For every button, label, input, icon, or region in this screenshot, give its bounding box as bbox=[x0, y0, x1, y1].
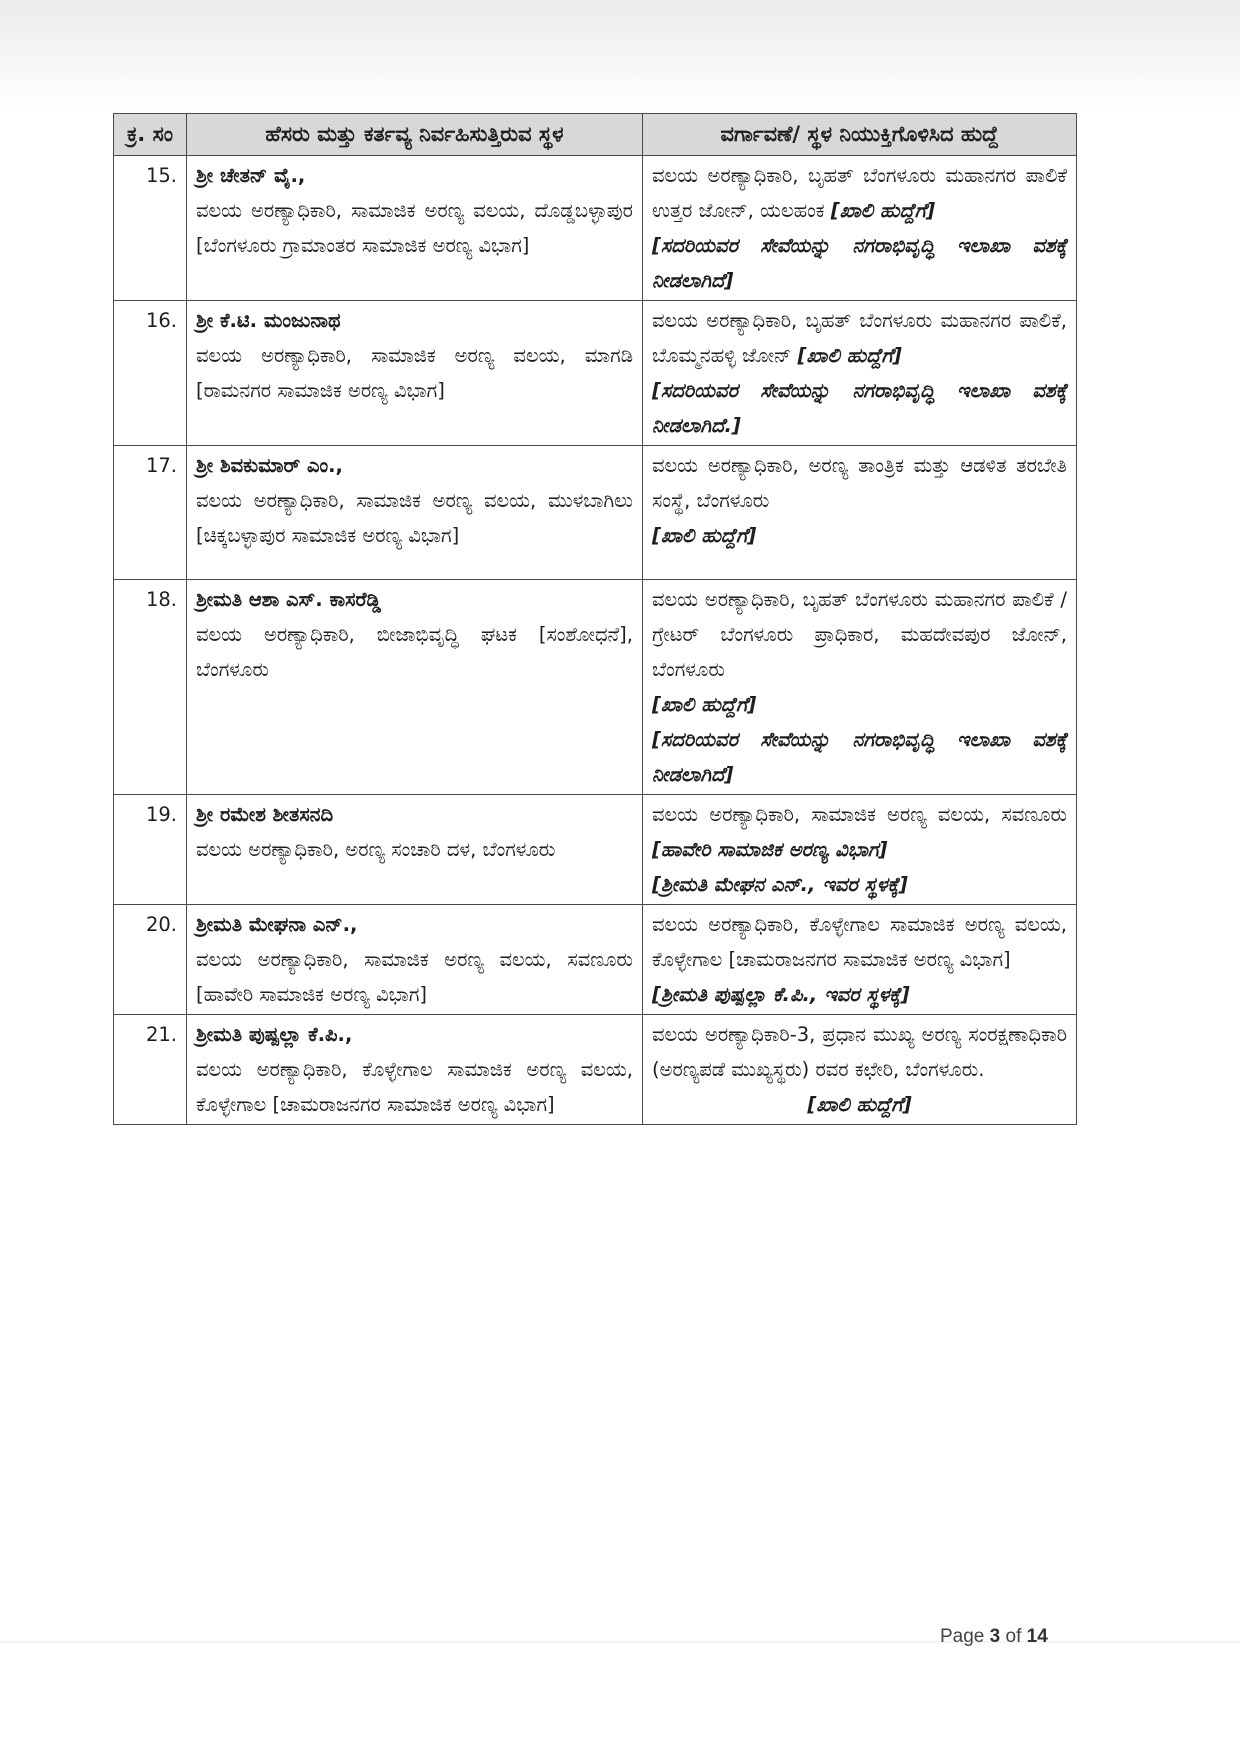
serial-number: 19. bbox=[114, 795, 187, 905]
table-row bbox=[114, 301, 1077, 446]
name-and-current-post bbox=[187, 905, 643, 1015]
officer-name: ಶ್ರೀಮತಿ ಆಶಾ ಎಸ್. ಕಾಸರೆಡ್ಡಿ bbox=[196, 588, 382, 611]
table-header-row bbox=[114, 114, 1077, 156]
posted-to: ವಲಯ ಅರಣ್ಯಾಧಿಕಾರಿ, ಸಾಮಾಜಿಕ ಅರಣ್ಯ ವಲಯ, ಸವಣೂರು bbox=[652, 803, 1067, 826]
current-post: ವಲಯ ಅರಣ್ಯಾಧಿಕಾರಿ, ಬೀಜಾಭಿವೃದ್ಧಿ ಘಟಕ [ಸಂಶೋಧನೆ], ಬೆಂಗಳೂರು bbox=[196, 623, 633, 681]
table-row bbox=[114, 905, 1077, 1015]
name-and-current-post bbox=[187, 301, 643, 446]
page-label: Page bbox=[940, 1626, 985, 1647]
posted-to-cell bbox=[643, 905, 1077, 1015]
officer-name: ಶ್ರೀ ಚೇತನ್ ವೈ., bbox=[196, 164, 306, 187]
serial-number: 18. bbox=[114, 580, 187, 795]
table-row bbox=[114, 446, 1077, 580]
officer-name: ಶ್ರೀ ಕೆ.ಟಿ. ಮಂಜುನಾಥ bbox=[196, 309, 341, 332]
posted-to-cell bbox=[643, 1015, 1077, 1125]
current-post: ವಲಯ ಅರಣ್ಯಾಧಿಕಾರಿ, ಸಾಮಾಜಿಕ ಅರಣ್ಯ ವಲಯ, ಸವಣೂರು [ಹಾವೇರಿ ಸಾಮಾಜಿಕ ಅರಣ್ಯ ವಿಭಾಗ] bbox=[196, 948, 633, 1006]
name-and-current-post bbox=[187, 156, 643, 301]
posted-to: ವಲಯ ಅರಣ್ಯಾಧಿಕಾರಿ, ಬೃಹತ್ ಬೆಂಗಳೂರು ಮಹಾನಗರ ಪಾಲಿಕೆ, ಬೊಮ್ಮನಹಳ್ಳಿ ಜೋನ್ bbox=[652, 309, 1067, 367]
name-and-current-post bbox=[187, 580, 643, 795]
posting-note: [ಸದರಿಯವರ ಸೇವೆಯನ್ನು ನಗರಾಭಿವೃದ್ಧಿ ಇಲಾಖಾ ವಶಕ್ಕೆ ನೀಡಲಾಗಿದೆ.] bbox=[652, 379, 1067, 437]
name-and-current-post bbox=[187, 446, 643, 580]
serial-number: 17. bbox=[114, 446, 187, 580]
current-post: ವಲಯ ಅರಣ್ಯಾಧಿಕಾರಿ, ಸಾಮಾಜಿಕ ಅರಣ್ಯ ವಲಯ, ಮಾಗಡಿ [ರಾಮನಗರ ಸಾಮಾಜಿಕ ಅರಣ್ಯ ವಿಭಾಗ] bbox=[196, 344, 633, 402]
header-name-and-place: ಹೆಸರು ಮತ್ತು ಕರ್ತವ್ಯ ನಿರ್ವಹಿಸುತ್ತಿರುವ ಸ್ಥಳ bbox=[187, 114, 643, 156]
posting-note: [ಖಾಲಿ ಹುದ್ದೆಗೆ] bbox=[652, 524, 757, 547]
officer-name: ಶ್ರೀ ಶಿವಕುಮಾರ್ ಎಂ., bbox=[196, 454, 343, 477]
posting-note: [ಸದರಿಯವರ ಸೇವೆಯನ್ನು ನಗರಾಭಿವೃದ್ಧಿ ಇಲಾಖಾ ವಶಕ್ಕೆ ನೀಡಲಾಗಿದೆ] bbox=[652, 728, 1067, 786]
posted-to-cell bbox=[643, 795, 1077, 905]
current-post: ವಲಯ ಅರಣ್ಯಾಧಿಕಾರಿ, ಕೊಳ್ಳೇಗಾಲ ಸಾಮಾಜಿಕ ಅರಣ್ಯ ವಲಯ, ಕೊಳ್ಳೇಗಾಲ [ಚಾಮರಾಜನಗರ ಸಾಮಾಜಿಕ ಅರಣ್ಯ ವಿಭಾಗ] bbox=[196, 1058, 633, 1116]
posted-to-cell bbox=[643, 156, 1077, 301]
posted-to: ವಲಯ ಅರಣ್ಯಾಧಿಕಾರಿ, ಕೊಳ್ಳೇಗಾಲ ಸಾಮಾಜಿಕ ಅರಣ್ಯ ವಲಯ, ಕೊಳ್ಳೇಗಾಲ [ಚಾಮರಾಜನಗರ ಸಾಮಾಜಿಕ ಅರಣ್ಯ ವಿಭಾಗ] bbox=[652, 913, 1067, 971]
page-of-label: of bbox=[1005, 1626, 1022, 1647]
table-row bbox=[114, 795, 1077, 905]
officer-name: ಶ್ರೀಮತಿ ಪುಷ್ಪಲ್ಲಾ ಕೆ.ಪಿ., bbox=[196, 1023, 353, 1046]
posted-to-cell bbox=[643, 446, 1077, 580]
transfer-table bbox=[113, 113, 1077, 1125]
posted-to-cell bbox=[643, 301, 1077, 446]
posting-note: [ಶ್ರೀಮತಿ ಪುಷ್ಪಲ್ಲಾ ಕೆ.ಪಿ., ಇವರ ಸ್ಥಳಕ್ಕೆ] bbox=[652, 983, 910, 1006]
posted-to: ವಲಯ ಅರಣ್ಯಾಧಿಕಾರಿ, ಬೃಹತ್ ಬೆಂಗಳೂರು ಮಹಾನಗರ ಪಾಲಿಕೆ / ಗ್ರೇಟರ್ ಬೆಂಗಳೂರು ಪ್ರಾಧಿಕಾರ, ಮಹದೇವಪುರ ಜೋನ್, ಬೆಂಗಳೂರು bbox=[652, 588, 1067, 681]
posting-note: [ಶ್ರೀಮತಿ ಮೇಘನ ಎನ್., ಇವರ ಸ್ಥಳಕ್ಕೆ] bbox=[652, 873, 908, 896]
serial-number: 20. bbox=[114, 905, 187, 1015]
table-row bbox=[114, 580, 1077, 795]
officer-name: ಶ್ರೀಮತಿ ಮೇಘನಾ ಎನ್., bbox=[196, 913, 358, 936]
officer-name: ಶ್ರೀ ರಮೇಶ ಶೀತಸನದಿ bbox=[196, 803, 334, 826]
posted-to: ವಲಯ ಅರಣ್ಯಾಧಿಕಾರಿ, ಅರಣ್ಯ ತಾಂತ್ರಿಕ ಮತ್ತು ಆಡಳಿತ ತರಬೇತಿ ಸಂಸ್ಥೆ, ಬೆಂಗಳೂರು bbox=[652, 454, 1067, 512]
page-footer bbox=[940, 1626, 1048, 1648]
posted-to: ವಲಯ ಅರಣ್ಯಾಧಿಕಾರಿ-3, ಪ್ರಧಾನ ಮುಖ್ಯ ಅರಣ್ಯ ಸಂರಕ್ಷಣಾಧಿಕಾರಿ (ಅರಣ್ಯಪಡೆ ಮುಖ್ಯಸ್ಥರು) ರವರ ಕಛೇರಿ, ಬೆಂಗಳೂರು. bbox=[652, 1023, 1067, 1081]
header-serial-no: ಕ್ರ. ಸಂ bbox=[114, 114, 187, 156]
table-row bbox=[114, 1015, 1077, 1125]
posted-to-cell bbox=[643, 580, 1077, 795]
current-post: ವಲಯ ಅರಣ್ಯಾಧಿಕಾರಿ, ಸಾಮಾಜಿಕ ಅರಣ್ಯ ವಲಯ, ಮುಳಬಾಗಿಲು [ಚಿಕ್ಕಬಳ್ಳಾಪುರ ಸಾಮಾಜಿಕ ಅರಣ್ಯ ವಿಭಾಗ] bbox=[196, 489, 633, 547]
posting-note: [ಖಾಲಿ ಹುದ್ದೆಗೆ] bbox=[652, 693, 757, 716]
serial-number: 16. bbox=[114, 301, 187, 446]
header-posted-to: ವರ್ಗಾವಣೆ/ ಸ್ಥಳ ನಿಯುಕ್ತಿಗೊಳಿಸಿದ ಹುದ್ದೆ bbox=[643, 114, 1077, 156]
name-and-current-post bbox=[187, 1015, 643, 1125]
page-total: 14 bbox=[1026, 1626, 1048, 1647]
current-post: ವಲಯ ಅರಣ್ಯಾಧಿಕಾರಿ, ಸಾಮಾಜಿಕ ಅರಣ್ಯ ವಲಯ, ದೊಡ್ಡಬಳ್ಳಾಪುರ [ಬೆಂಗಳೂರು ಗ್ರಾಮಾಂತರ ಸಾಮಾಜಿಕ ಅರಣ್ಯ ವಿಭಾಗ] bbox=[196, 199, 633, 257]
serial-number: 15. bbox=[114, 156, 187, 301]
posting-remark: [ಖಾಲಿ ಹುದ್ದೆಗೆ] bbox=[797, 344, 902, 367]
scan-artifact bbox=[0, 1640, 1240, 1644]
page-number: 3 bbox=[989, 1626, 1001, 1647]
posting-remark: [ಖಾಲಿ ಹುದ್ದೆಗೆ] bbox=[830, 199, 936, 222]
posting-remark: [ಹಾವೇರಿ ಸಾಮಾಜಿಕ ಅರಣ್ಯ ವಿಭಾಗ] bbox=[652, 838, 888, 861]
serial-number: 21. bbox=[114, 1015, 187, 1125]
table-row bbox=[114, 156, 1077, 301]
posted-to: ವಲಯ ಅರಣ್ಯಾಧಿಕಾರಿ, ಬೃಹತ್ ಬೆಂಗಳೂರು ಮಹಾನಗರ ಪಾಲಿಕೆ ಉತ್ತರ ಜೋನ್, ಯಲಹಂಕ bbox=[652, 164, 1067, 222]
posting-note: [ಖಾಲಿ ಹುದ್ದೆಗೆ] bbox=[807, 1093, 912, 1116]
scan-shadow bbox=[0, 0, 1240, 110]
name-and-current-post bbox=[187, 795, 643, 905]
current-post: ವಲಯ ಅರಣ್ಯಾಧಿಕಾರಿ, ಅರಣ್ಯ ಸಂಚಾರಿ ದಳ, ಬೆಂಗಳೂರು bbox=[196, 838, 556, 861]
posting-note: [ಸದರಿಯವರ ಸೇವೆಯನ್ನು ನಗರಾಭಿವೃದ್ಧಿ ಇಲಾಖಾ ವಶಕ್ಕೆ ನೀಡಲಾಗಿದೆ] bbox=[652, 234, 1067, 292]
